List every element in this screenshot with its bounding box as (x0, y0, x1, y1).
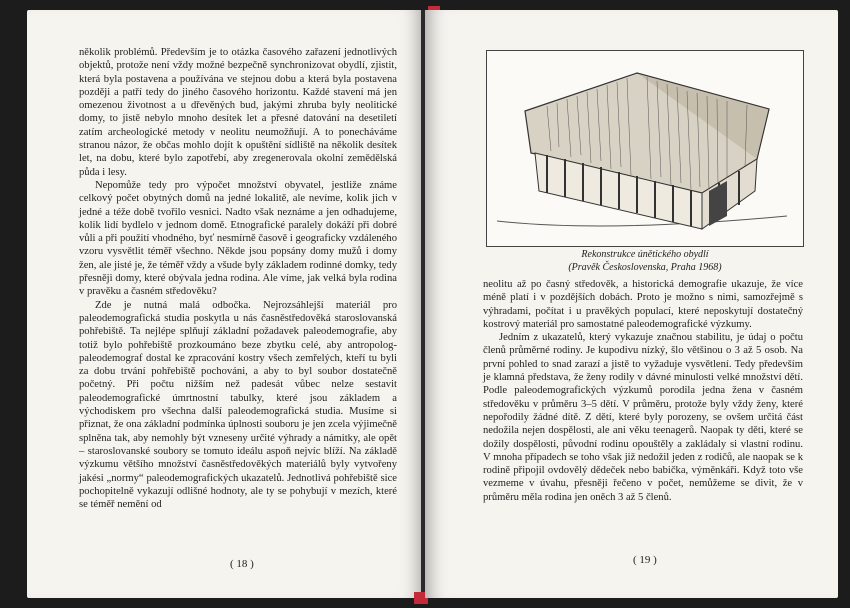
right-page-text (483, 278, 803, 504)
figure-caption (486, 249, 804, 274)
caption-source: (Pravěk Československa, Praha 1968) (568, 261, 722, 273)
longhouse-drawing-icon (487, 51, 803, 246)
house-illustration (486, 50, 804, 247)
caption-title: Rekonstrukce únětického obydlí (581, 249, 709, 260)
page-number: ( 19 ) (633, 554, 657, 566)
paragraph: Jedním z ukazatelů, který vykazuje značnou stabilitu, je údaj o počtu členů průměrné rodiny. Je kupodivu nízký, šlo většinou o 3 až 5 osob. Na první pohled to snad zarazí a jistě to vyžaduje vysvětlení. Tedy především je klamná představa, že ženy rodily v dávné minulosti velké množství dětí. Podle paleodemografických výzkumů porodila jedna žena v časném středověku v průměru 3–5 dětí. V průměru, protože byly vždy ženy, které nepořodily žádné dítě. Z dětí, které byly porozeny, se ovšem určitá část nedožila nejen dospělosti, ale ani věku teenagerů. Naopak ty děti, které se dožily dospělosti, původní rodinu opouštěly a zakládaly si vlastní rodinu. V mnoha případech se toho však již nedožil jeden z rodičů, ale naopak se k rodině připojil ovdovělý dědeček nebo babička, výměnkáři. Když toto vše vezmeme v úvahu, přesněji řečeno v počet, nemůžeme se divit, že v průměru měla rodina jen oněch 3 až 5 členů. (483, 332, 803, 503)
page-number: ( 18 ) (230, 558, 254, 570)
paragraph: několik problémů. Především je to otázka časového zařazení jednotlivých objektů, protože není vždy možné bezpečně synchronizovat obydlí, zjistit, která byla postavena a používána ve stejnou dobu a která byla postavena později a patří tedy do jiného časového horizontu. Každé stavení má jen omezenou životnost a u dřevěných bud, jakými zhruba byly neolitické domy, to jistě nebylo mnoho desítek let a přesné datování na desetiletí zatím archeologické metody v neolitu neumožňují. A to ponecháváme stranou názor, že občas mohlo dojít k opuštění sídliště na několik desítek let, na dobu, které bylo zapotřebí, aby zregenerovala okolní zemědělská půda i lesy. (79, 47, 397, 178)
left-page-text (79, 46, 397, 511)
paragraph: neolitu až po časný středověk, a historická demografie ukazuje, že více méně platí i v pozdějších dobách. Proto je možno s nimi, samozřejmě s výhradami, počítat i u pravěkých populací, které neposkytují dostatečný kostrový materiál pro samostatné paleodemografické výzkumy. (483, 279, 803, 330)
paragraph: Zde je nutná malá odbočka. Nejrozsáhlejší materiál pro paleodemografická studia poskytla u nás časněstředověká staroslovanská pohřebiště. Ta nejlépe splňují základní požadavek paleodemografie, aby totiž bylo pohřebiště prozkoumáno beze zbytku celé, aby antropolog-paleodemograf dostal ke zpracování kostry všech zemřelých, kteří tu byli za dobu trvání pohřebiště pochováni, a aby to byl soubor dostatečně početný. Při počtu nižším než padesát vůbec nelze sestavit paleodemografické úmrtnostní tabulky, které jsou základem a východiskem pro všechna další paleodemografická studia. Musíme si přiznat, že ona základní podmínka úplnosti souboru je jen zcela výjimečně splněna tak, aby nemohly být vzneseny určité výhrady a námitky, ale opět – staroslovanské soubory se tomuto ideálu aspoň nejvíc blíží. Na základě výzkumu většího množství časněstředověkých materiálů byly vytvořeny jakési „normy“ paleodemografických ukazatelů. Jednotlivá pohřebiště sice pochopitelně vykazují odlišné hodnoty, ale ty se pohybují v mezích, které se téměř nemění od (79, 299, 397, 511)
paragraph: Nepomůže tedy pro výpočet množství obyvatel, jestliže známe celkový počet obytných domů na jedné lokalitě, ale nevíme, kolik jich v jedné a téže době tvořilo vesnici. Nadto však neznáme a jen odhadujeme, kolik lidí bydlelo v jednom domě. Etnografické paralely dokáží při dobré vůli a při použití vhodného, byť nesmírně časově i geograficky vzdáleného vzoru vysvětlit téměř všechno. Někde jsou popsány domy mužů i domy žen, ale jisté je, že téměř vždy a všude byly základem rodinné domky, tedy přesněji domy, které obývala jedna rodina. Ale víme, jak velká byla rodina v pravěku a časném středověku? (79, 179, 397, 298)
left-page (27, 10, 423, 598)
right-page (425, 10, 838, 598)
